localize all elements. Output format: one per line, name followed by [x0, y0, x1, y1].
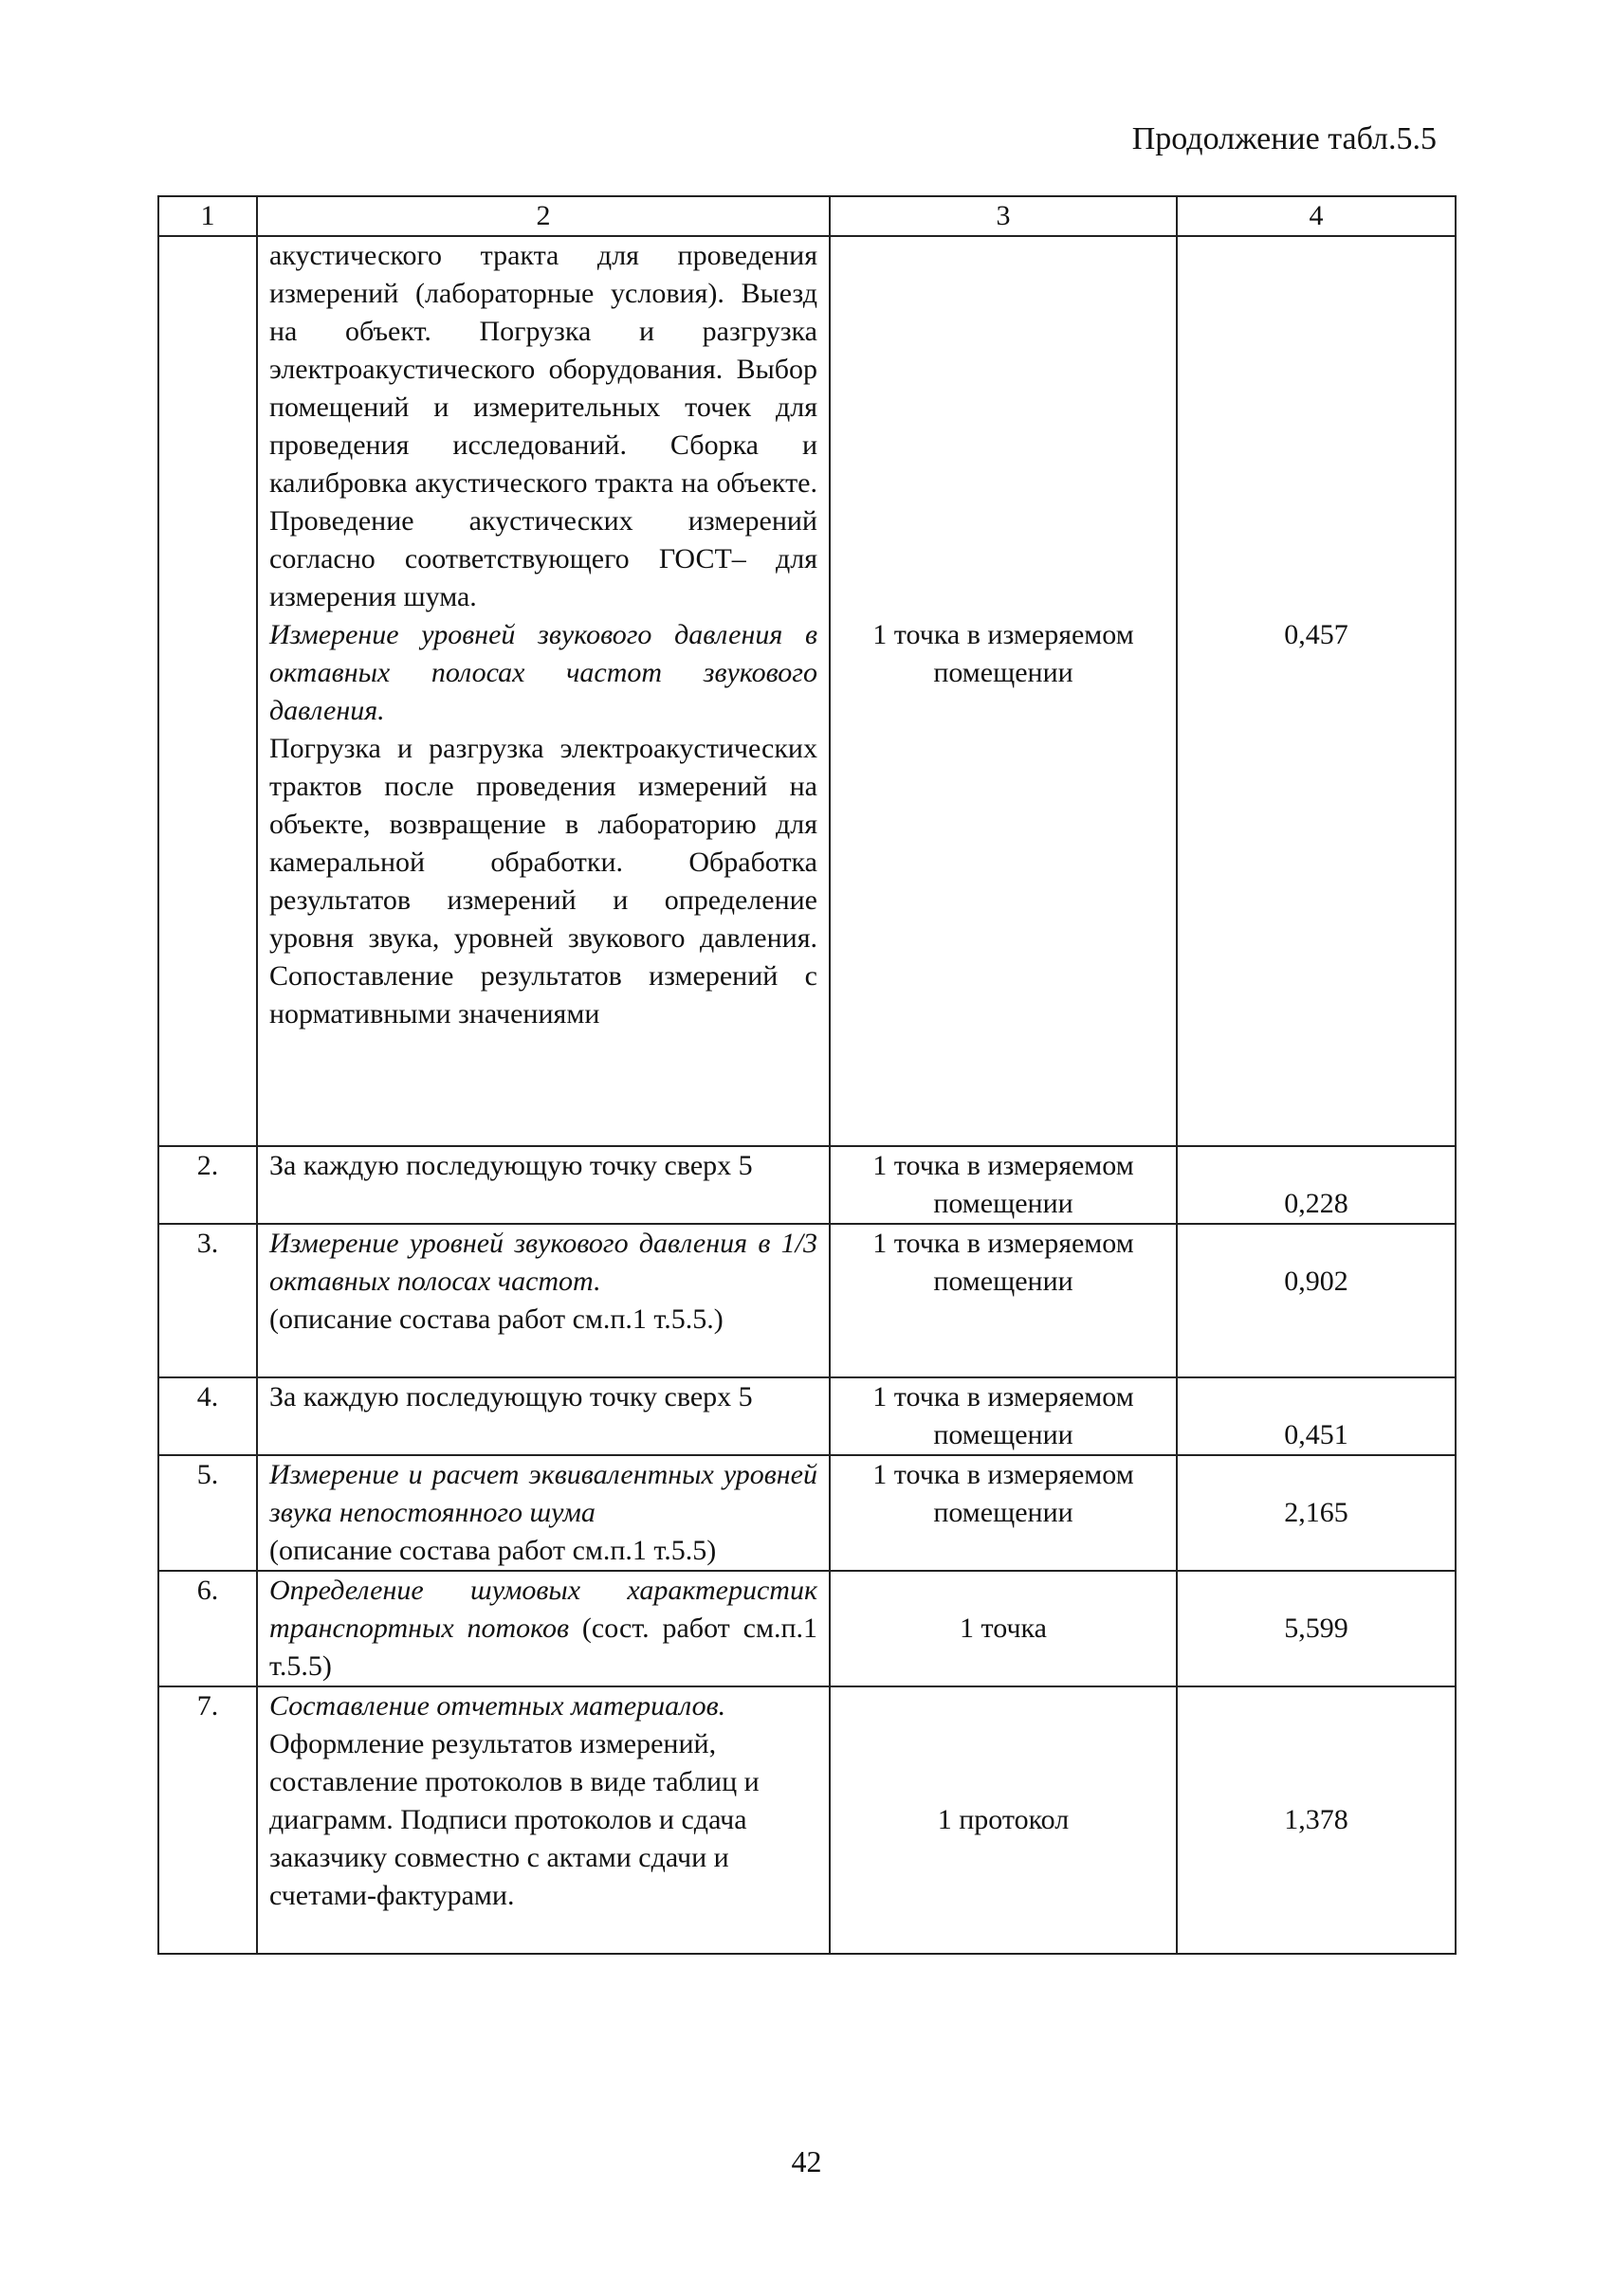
- unit-text: 1 точка в измеряемом помещении: [872, 619, 1134, 688]
- work-description: [257, 236, 830, 1146]
- value-text: 1,378: [1284, 1804, 1348, 1835]
- labor-value: [1177, 1224, 1456, 1377]
- table-row: [158, 1377, 1456, 1455]
- work-description: [257, 1571, 830, 1686]
- page-number: 42: [791, 2144, 822, 2178]
- labor-value: [1177, 1686, 1456, 1954]
- work-description: [257, 1377, 830, 1455]
- header-col-1: 1: [158, 196, 257, 236]
- row-number: 3.: [158, 1224, 257, 1377]
- table-row: [158, 1455, 1456, 1571]
- measurement-unit: 1 точка в измеряемом помещении: [830, 1224, 1177, 1377]
- header-col-2: 2: [257, 196, 830, 236]
- labor-value: [1177, 236, 1456, 1146]
- row-number: 2.: [158, 1146, 257, 1224]
- value-text: 2,165: [1284, 1497, 1348, 1528]
- description-text: (сост. работ см.п.1 т.5.5): [269, 1613, 817, 1682]
- table-continuation-caption: Продолжение табл.5.5: [1131, 121, 1437, 156]
- unit-text: 1 протокол: [937, 1804, 1070, 1835]
- row-number: [158, 236, 257, 1146]
- work-description: [257, 1455, 830, 1571]
- work-description: [257, 1224, 830, 1377]
- description-italic-text: Измерение уровней звукового давления в 1/3 октавных полосах частот.: [269, 1228, 817, 1297]
- value-text: 0,902: [1284, 1266, 1348, 1297]
- table-row: [158, 1224, 1456, 1377]
- description-italic-text: Определение шумовых характеристик транспортных потоков: [269, 1575, 817, 1644]
- labor-value: [1177, 1455, 1456, 1571]
- measurement-unit: 1 точка в измеряемом помещении: [830, 1377, 1177, 1455]
- description-text: За каждую последующую точку сверх 5: [269, 1150, 753, 1181]
- description-text: За каждую последующую точку сверх 5: [269, 1381, 753, 1412]
- table-header-row: [158, 196, 1456, 236]
- description-text: Оформление результатов измерений, составление протоколов в виде таблиц и диаграмм. Подписи протоколов и сдача заказчику совместно с актами сдачи и счетами-фактурами.: [269, 1728, 760, 1911]
- work-description: [257, 1146, 830, 1224]
- header-col-3: 3: [830, 196, 1177, 236]
- row-number: 7.: [158, 1686, 257, 1954]
- description-italic-text: Составление отчетных материалов.: [269, 1690, 726, 1722]
- labor-value: 0,228: [1177, 1146, 1456, 1224]
- measurement-unit: [830, 236, 1177, 1146]
- description-text: Погрузка и разгрузка электроакустических трактов после проведения измерений на объекте, возвращение в лабораторию для камеральной обработки. Обработка результатов измерений и определение уровня звука, уровней звукового давления. Сопоставление результатов измерений с нормативными значениями: [269, 733, 817, 1030]
- table-row: [158, 1686, 1456, 1954]
- description-text: акустического тракта для проведения измерений (лабораторные условия). Выезд на объект. Погрузка и разгрузка электроакустического оборудования. Выбор помещений и измерительных точек для проведения исследований. Сборка и калибровка акустического тракта на объекте. Проведение акустических измерений согласно соответствующего ГОСТ– для измерения шума.: [269, 240, 817, 612]
- description-text: (описание состава работ см.п.1 т.5.5.): [269, 1303, 724, 1335]
- labor-value: 5,599: [1177, 1571, 1456, 1686]
- description-italic-text: Измерение уровней звукового давления в октавных полосах частот звукового давления.: [269, 619, 817, 726]
- table-row: [158, 1571, 1456, 1686]
- measurement-unit: 1 точка: [830, 1571, 1177, 1686]
- measurement-unit: 1 точка в измеряемом помещении: [830, 1146, 1177, 1224]
- row-number: 5.: [158, 1455, 257, 1571]
- header-col-4: 4: [1177, 196, 1456, 236]
- table-row: [158, 236, 1456, 1146]
- table-row: [158, 1146, 1456, 1224]
- labor-value: 0,451: [1177, 1377, 1456, 1455]
- work-norms-table: [157, 195, 1457, 1955]
- row-number: 4.: [158, 1377, 257, 1455]
- description-italic-text: Измерение и расчет эквивалентных уровней звука непостоянного шума: [269, 1459, 817, 1528]
- measurement-unit: 1 точка в измеряемом помещении: [830, 1455, 1177, 1571]
- row-number: 6.: [158, 1571, 257, 1686]
- measurement-unit: [830, 1686, 1177, 1954]
- value-text: 0,457: [1284, 619, 1348, 650]
- description-text: (описание состава работ см.п.1 т.5.5): [269, 1535, 717, 1566]
- work-description: [257, 1686, 830, 1954]
